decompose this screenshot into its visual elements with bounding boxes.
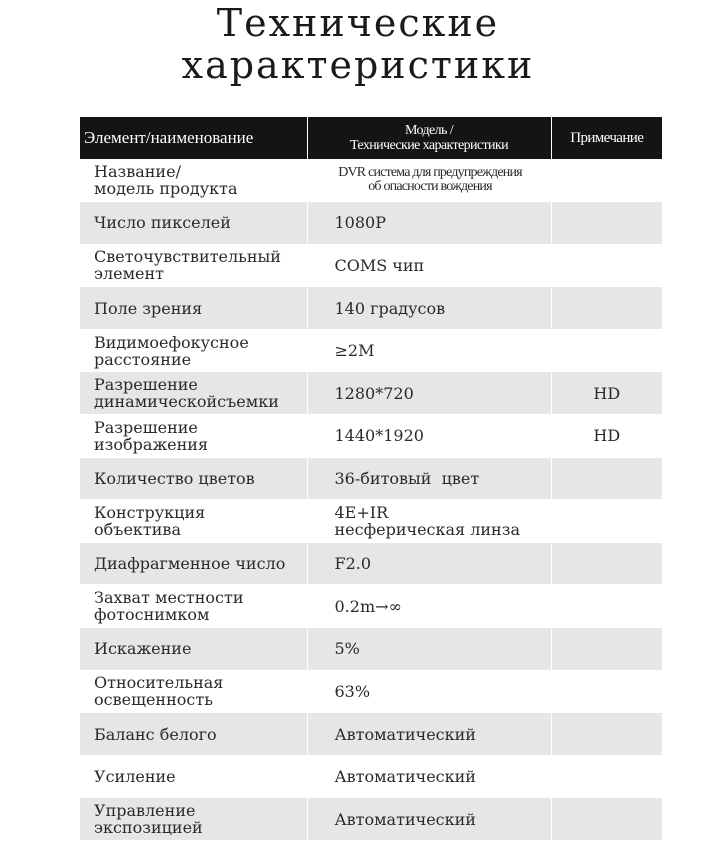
row-name: Разрешение динамическойсъемки [80, 372, 307, 415]
specifications-table [80, 117, 662, 841]
page-title [0, 2, 716, 86]
title-line-2: характеристики [181, 43, 535, 87]
row-note [551, 713, 662, 756]
row-name: Число пикселей [80, 202, 307, 245]
row-note [551, 542, 662, 585]
row-note: HD [551, 372, 662, 415]
row-value: 0.2m→∞ [307, 585, 551, 628]
row-value: 36-битовый цвет [307, 457, 551, 500]
row-value: 5% [307, 628, 551, 671]
table-row [80, 415, 662, 458]
row-value: 63% [307, 670, 551, 713]
row-note [551, 202, 662, 245]
table-row [80, 457, 662, 500]
row-note [551, 755, 662, 798]
row-value: Автоматический [307, 755, 551, 798]
row-value: 1280*720 [307, 372, 551, 415]
row-name: Поле зрения [80, 287, 307, 330]
row-note [551, 585, 662, 628]
row-value: 1080P [307, 202, 551, 245]
row-name: Название/ модель продукта [80, 159, 307, 202]
row-name: Диафрагменное число [80, 542, 307, 585]
row-value: 1440*1920 [307, 415, 551, 458]
row-note [551, 329, 662, 372]
row-name: Усиление [80, 755, 307, 798]
row-value: 4E+IR несферическая линза [307, 500, 551, 543]
table-row [80, 628, 662, 671]
row-value: Автоматический [307, 713, 551, 756]
table-row [80, 159, 662, 202]
row-note [551, 500, 662, 543]
row-note [551, 287, 662, 330]
row-note [551, 159, 662, 202]
row-value: DVR система для предупреждения об опасности вождения [307, 159, 551, 202]
row-note [551, 670, 662, 713]
table-row [80, 244, 662, 287]
table-row [80, 798, 662, 841]
table-row [80, 202, 662, 245]
header-model: Модель / Технические характеристики [307, 117, 551, 159]
row-name: Захват местности фотоснимком [80, 585, 307, 628]
table-row [80, 542, 662, 585]
header-note: Примечание [551, 117, 662, 159]
table-header-row [80, 117, 662, 159]
table-row [80, 287, 662, 330]
row-value: F2.0 [307, 542, 551, 585]
row-name: Видимоефокусное расстояние [80, 329, 307, 372]
table-row [80, 500, 662, 543]
row-value: Автоматический [307, 798, 551, 841]
row-name: Количество цветов [80, 457, 307, 500]
row-name: Управление экспозицией [80, 798, 307, 841]
table-row [80, 585, 662, 628]
row-name: Конструкция объектива [80, 500, 307, 543]
row-note [551, 798, 662, 841]
table-row [80, 713, 662, 756]
title-line-1: Технические [216, 1, 500, 45]
row-note [551, 244, 662, 287]
row-note [551, 457, 662, 500]
table-row [80, 670, 662, 713]
row-value: COMS чип [307, 244, 551, 287]
row-name: Разрешение изображения [80, 415, 307, 458]
row-name: Баланс белого [80, 713, 307, 756]
row-name: Светочувствительный элемент [80, 244, 307, 287]
row-note: HD [551, 415, 662, 458]
table-row [80, 755, 662, 798]
row-name: Относительная освещенность [80, 670, 307, 713]
row-note [551, 628, 662, 671]
row-value: 140 градусов [307, 287, 551, 330]
table-row [80, 329, 662, 372]
table-row [80, 372, 662, 415]
row-value: ≥2M [307, 329, 551, 372]
header-element: Элемент/наименование [80, 117, 307, 159]
row-name: Искажение [80, 628, 307, 671]
